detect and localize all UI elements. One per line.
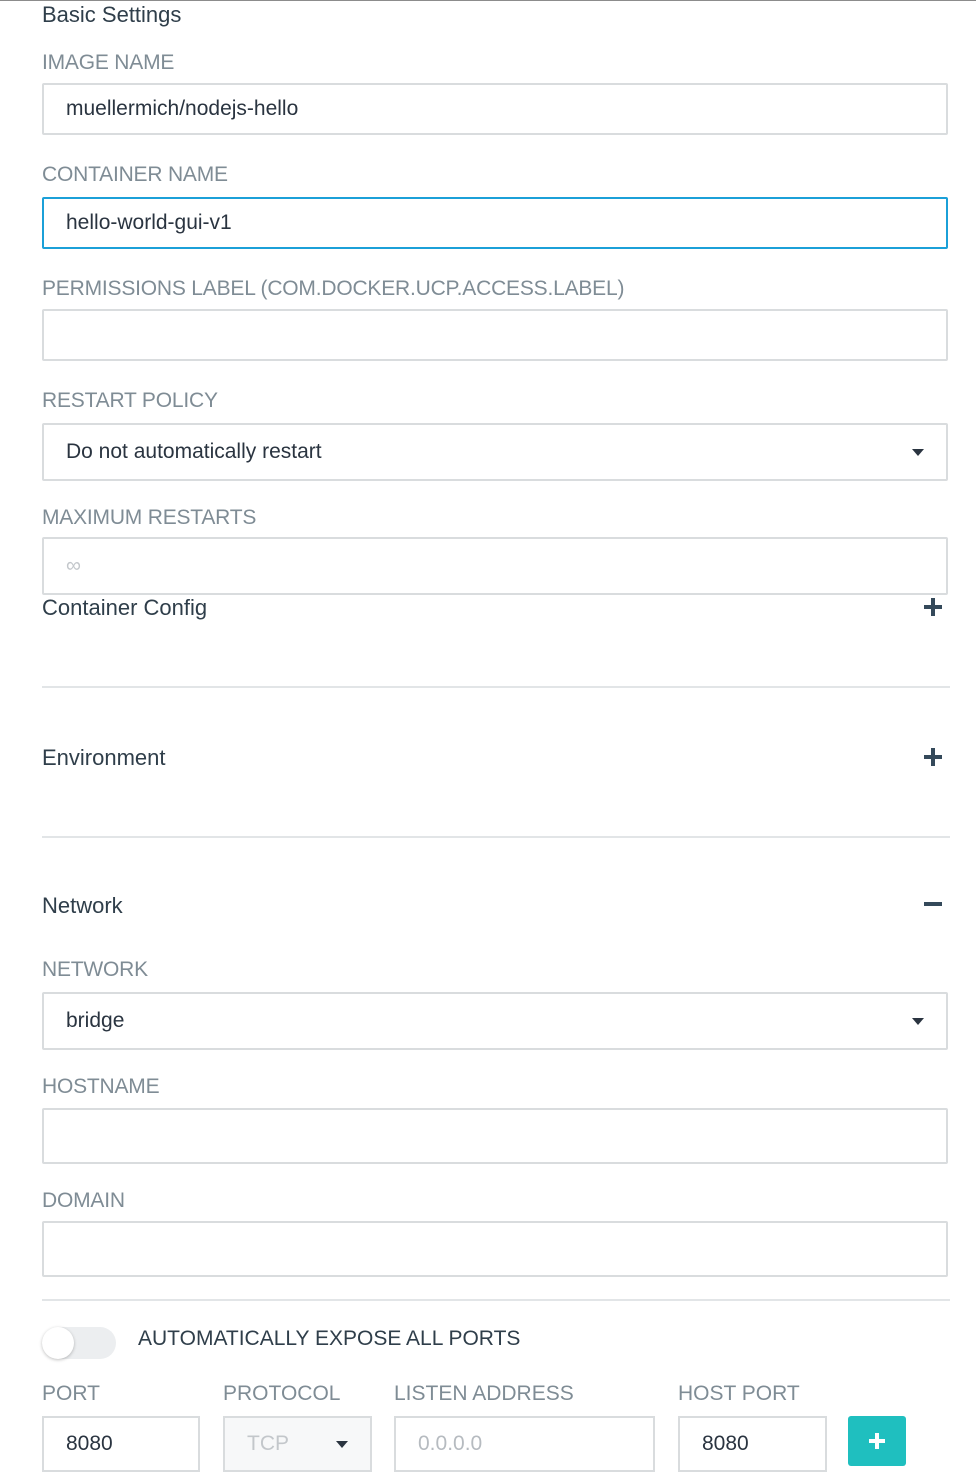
host-port-value: 8080 bbox=[702, 1432, 749, 1455]
image-name-value: muellermich/nodejs-hello bbox=[66, 97, 299, 120]
port-header: PORT bbox=[42, 1382, 100, 1405]
network-select[interactable] bbox=[42, 992, 948, 1050]
host-port-input[interactable] bbox=[678, 1416, 827, 1472]
restart-policy-select[interactable] bbox=[42, 423, 948, 481]
section-title-network: Network bbox=[42, 893, 123, 918]
max-restarts-label: MAXIMUM RESTARTS bbox=[42, 506, 257, 529]
plus-icon bbox=[924, 748, 942, 766]
chevron-down-icon bbox=[912, 449, 924, 456]
network-label: NETWORK bbox=[42, 958, 148, 981]
container-config-toggle[interactable] bbox=[924, 598, 942, 616]
divider bbox=[42, 686, 950, 688]
protocol-header: PROTOCOL bbox=[223, 1382, 341, 1405]
max-restarts-placeholder: ∞ bbox=[66, 554, 81, 577]
environment-toggle[interactable] bbox=[924, 748, 942, 766]
listen-address-input[interactable] bbox=[394, 1416, 655, 1472]
permissions-label-label: PERMISSIONS LABEL (COM.DOCKER.UCP.ACCESS.LABEL) bbox=[42, 277, 625, 300]
section-title-basic-settings: Basic Settings bbox=[42, 2, 182, 27]
permissions-label-input[interactable] bbox=[42, 309, 948, 361]
listen-address-placeholder: 0.0.0.0 bbox=[418, 1432, 483, 1455]
add-port-button[interactable] bbox=[848, 1416, 906, 1466]
divider bbox=[42, 1299, 950, 1301]
protocol-select[interactable] bbox=[223, 1416, 372, 1472]
max-restarts-input[interactable] bbox=[42, 537, 948, 595]
domain-label: DOMAIN bbox=[42, 1189, 125, 1212]
minus-icon bbox=[924, 902, 942, 906]
section-title-container-config: Container Config bbox=[42, 595, 208, 620]
port-input[interactable] bbox=[42, 1416, 200, 1472]
hostname-input[interactable] bbox=[42, 1108, 948, 1164]
image-name-input[interactable] bbox=[42, 83, 948, 135]
chevron-down-icon bbox=[912, 1018, 924, 1025]
hostname-label: HOSTNAME bbox=[42, 1075, 160, 1098]
plus-icon bbox=[924, 598, 942, 616]
toggle-knob bbox=[42, 1327, 74, 1359]
restart-policy-value: Do not automatically restart bbox=[66, 440, 322, 463]
port-value: 8080 bbox=[66, 1432, 113, 1455]
chevron-down-icon bbox=[336, 1441, 348, 1448]
image-name-label: IMAGE NAME bbox=[42, 51, 175, 74]
container-name-value: hello-world-gui-v1 bbox=[66, 211, 232, 234]
container-name-input[interactable] bbox=[42, 197, 948, 249]
expose-ports-toggle[interactable] bbox=[42, 1327, 116, 1359]
plus-icon bbox=[869, 1433, 885, 1449]
section-title-environment: Environment bbox=[42, 745, 166, 770]
listen-address-header: LISTEN ADDRESS bbox=[394, 1382, 574, 1405]
container-name-label: CONTAINER NAME bbox=[42, 163, 228, 186]
host-port-header: HOST PORT bbox=[678, 1382, 800, 1405]
top-border bbox=[0, 0, 976, 1]
divider bbox=[42, 836, 950, 838]
protocol-value: TCP bbox=[247, 1432, 289, 1455]
network-toggle[interactable] bbox=[924, 902, 942, 906]
expose-ports-label: AUTOMATICALLY EXPOSE ALL PORTS bbox=[138, 1327, 521, 1350]
network-value: bridge bbox=[66, 1009, 125, 1032]
restart-policy-label: RESTART POLICY bbox=[42, 389, 218, 412]
domain-input[interactable] bbox=[42, 1221, 948, 1277]
